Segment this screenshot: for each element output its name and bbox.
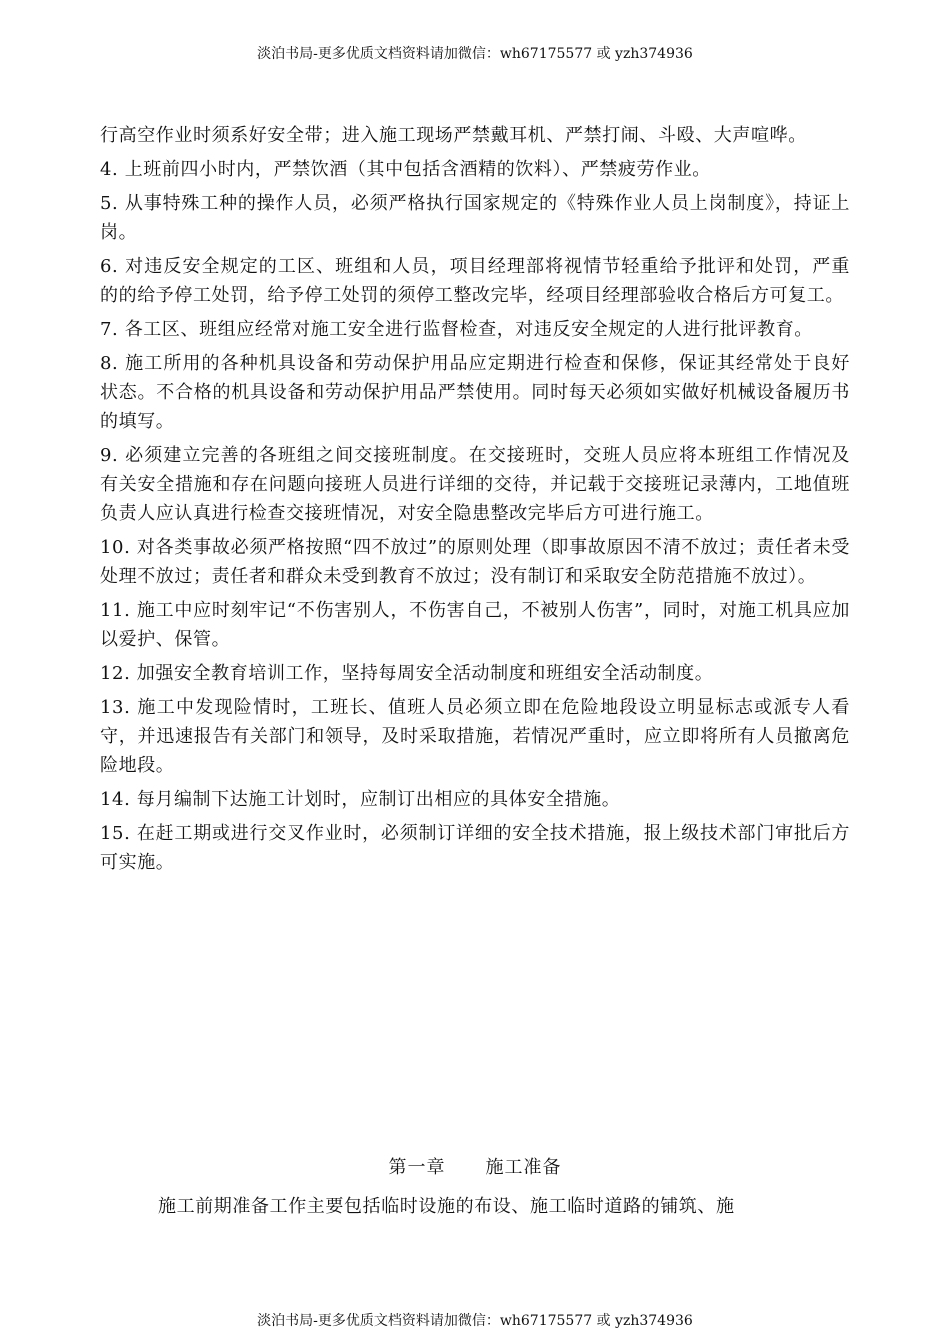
- page-header: 淡泊书局-更多优质文档资料请加微信：wh67175577 或 yzh374936: [257, 46, 693, 62]
- paragraph: 13. 施工中发现险情时，工班长、值班人员必须立即在危险地段设立明显标志或派专人看守，并迅速报告有关部门和领导，及时采取措施，若情况严重时，应立即将所有人员撤离危险地段。: [100, 697, 850, 776]
- page-footer: 淡泊书局-更多优质文档资料请加微信：wh67175577 或 yzh374936: [257, 1313, 693, 1329]
- document-body: [100, 121, 850, 882]
- chapter-intro-paragraph: 施工前期准备工作主要包括临时设施的布设、施工临时道路的铺筑、施: [158, 1196, 735, 1217]
- paragraph: 5. 从事特殊工种的操作人员，必须严格执行国家规定的《特殊作业人员上岗制度》，持证上岗。: [100, 193, 850, 243]
- paragraph: 10. 对各类事故必须严格按照“四不放过”的原则处理（即事故原因不清不放过；责任者未受处理不放过；责任者和群众未受到教育不放过；没有制订和采取安全防范措施不放过）。: [100, 537, 850, 587]
- paragraph: 7. 各工区、班组应经常对施工安全进行监督检查，对违反安全规定的人进行批评教育。: [100, 319, 813, 340]
- paragraph: 6. 对违反安全规定的工区、班组和人员，项目经理部将视情节轻重给予批评和处罚，严重的的给予停工处罚，给予停工处罚的须停工整改完毕，经项目经理部验收合格后方可复工。: [100, 256, 850, 306]
- paragraph: 11. 施工中应时刻牢记“不伤害别人，不伤害自己，不被别人伤害”，同时，对施工机具应加以爱护、保管。: [100, 600, 850, 650]
- paragraph: 14. 每月编制下达施工计划时，应制订出相应的具体安全措施。: [100, 789, 621, 810]
- paragraph: 行高空作业时须系好安全带；进入施工现场严禁戴耳机、严禁打闹、斗殴、大声喧哗。: [100, 125, 807, 146]
- paragraph: 9. 必须建立完善的各班组之间交接班制度。在交接班时，交班人员应将本班组工作情况及有关安全措施和存在问题向接班人员进行详细的交待，并记载于交接班记录薄内，工地值班负责人应认真进行检查交接班情况，对安全隐患整改完毕后方可进行施工。: [100, 445, 850, 524]
- paragraph: 4. 上班前四小时内，严禁饮酒（其中包括含酒精的饮料）、严禁疲劳作业。: [100, 159, 711, 180]
- chapter-heading: [0, 1153, 950, 1183]
- paragraph: 15. 在赶工期或进行交叉作业时，必须制订详细的安全技术措施，报上级技术部门审批后方可实施。: [100, 823, 850, 873]
- chapter-title: 施工准备: [485, 1157, 562, 1178]
- paragraph: 12. 加强安全教育培训工作，坚持每周安全活动制度和班组安全活动制度。: [100, 663, 714, 684]
- chapter-number: 第一章: [388, 1157, 446, 1178]
- paragraph: 8. 施工所用的各种机具设备和劳动保护用品应定期进行检查和保修，保证其经常处于良好状态。不合格的机具设备和劳动保护用品严禁使用。同时每天必须如实做好机械设备履历书的填写。: [100, 353, 850, 432]
